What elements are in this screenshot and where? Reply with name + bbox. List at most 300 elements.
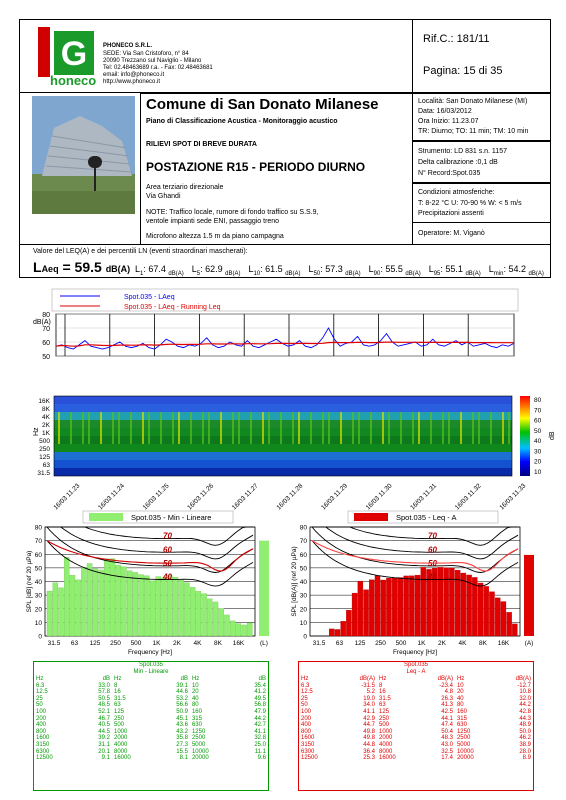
spectrum-bar — [64, 557, 69, 636]
table-red-grid — [299, 676, 533, 762]
spectrogram-streak — [412, 412, 414, 444]
table-leq-a — [298, 661, 534, 791]
table-header-cell: dB — [102, 676, 110, 682]
table-header-cell: Hz — [301, 676, 309, 682]
table-cell: 400 — [36, 722, 47, 729]
table-green-grid — [34, 676, 268, 762]
table-cell: 4000 — [113, 741, 128, 748]
table-cell: 49.5 — [254, 695, 266, 702]
time-tick-label: 16/03 11.29 — [320, 482, 349, 512]
spectrogram-streak — [382, 412, 384, 444]
spectrum-bar — [144, 576, 149, 636]
table-cell: 40 — [191, 695, 199, 702]
table-cell: 20.1 — [98, 748, 110, 755]
locality: Località: San Donato Milanese (MI) — [418, 98, 528, 105]
municipality-title: Comune di San Donato Milanese — [146, 96, 379, 113]
table-cell: 48.5 — [98, 702, 110, 709]
spectrum-bar — [507, 612, 512, 636]
percentile-50 — [308, 264, 361, 277]
table-cell: 6300 — [301, 748, 315, 755]
table-cell: 160 — [191, 708, 202, 715]
table-cell: 50.4 — [441, 728, 453, 735]
table-cell: 50.5 — [98, 695, 110, 702]
spectrogram-streak — [160, 412, 162, 444]
table-cell: 9.6 — [257, 755, 266, 762]
weather-values: T: 8-22 °C U: 70-90 % W: < 5 m/s — [418, 200, 522, 207]
spectrum-bar — [133, 572, 138, 636]
spectrum-x-tick: 8K — [479, 640, 487, 647]
spectrogram-streak — [58, 412, 60, 444]
ref-box — [412, 19, 551, 93]
time-tick-label: 16/03 11.27 — [230, 482, 260, 512]
table-cell: 56.6 — [176, 702, 188, 709]
spectrum-bar — [224, 615, 229, 636]
table-cell: 1250 — [191, 728, 206, 735]
table-row — [34, 683, 268, 690]
spectrogram-chart — [0, 392, 566, 514]
table-cell: 63 — [378, 702, 386, 709]
y-tick-label: 60 — [42, 340, 50, 347]
spectrum-bar — [167, 575, 172, 636]
spectrum-bar — [219, 609, 224, 636]
spectrogram-streak — [262, 412, 264, 444]
percentile-value: : 54.2 — [503, 264, 529, 274]
percentile-label: L — [135, 264, 141, 274]
spectrum-x-tick: 16K — [232, 640, 245, 647]
curve-label: 70 — [163, 531, 172, 541]
table-cell: 40.5 — [98, 722, 110, 729]
spectrum-x-tick: 31.5 — [47, 640, 61, 647]
spectrum-bar — [202, 594, 207, 636]
spectrum-y-tick: 30 — [299, 592, 307, 600]
spectrum-bar — [449, 568, 454, 636]
time-tick-label: 16/03 11.31 — [409, 482, 439, 512]
percentile-sub: 95 — [433, 270, 441, 277]
table-cell: 25 — [36, 695, 43, 702]
table-row — [34, 755, 268, 762]
table-row — [299, 722, 533, 729]
table-header-cell: dB(A) — [437, 676, 453, 682]
time-tick-label: 16/03 11.23 — [52, 482, 82, 512]
spectrum-bar — [335, 629, 340, 636]
spectrum-y-tick: 60 — [299, 551, 307, 559]
laeq-sub: Aeq — [41, 264, 59, 274]
table-row — [34, 709, 268, 716]
spectrum-bar — [179, 580, 184, 636]
spectrogram-freq-label: 2K — [42, 422, 50, 429]
table-cell: 630 — [191, 722, 202, 729]
table-cell: 39.2 — [98, 735, 110, 742]
company-address-1: SEDE: Via San Cristoforo, n° 84 — [103, 51, 189, 57]
spectrum-x-tick: 1K — [417, 640, 426, 647]
spectrogram-streak — [388, 412, 390, 444]
laeq-number: = 59.5 — [62, 259, 102, 275]
table-cell: 49.8 — [363, 728, 375, 735]
y-axis-label: dB(A) — [33, 319, 51, 326]
time-history-chart — [0, 286, 566, 392]
table-cell: 45.1 — [176, 715, 188, 722]
table-cell: 160 — [456, 708, 467, 715]
page-number: Pagina: 15 di 35 — [423, 65, 503, 77]
table-cell: 17.4 — [441, 755, 453, 762]
company-phone: Tel: 02.48463689 r.a. - Fax: 02.48463681 — [103, 65, 213, 71]
spectrum-bar — [398, 578, 403, 636]
spectrogram-streak — [178, 412, 180, 444]
y-tick-label: 50 — [42, 354, 50, 361]
spectrum-bar — [409, 576, 414, 636]
spectrum-x-label: Frequency [Hz] — [392, 649, 438, 656]
table-cell: 27.3 — [176, 741, 188, 748]
colorbar-label: 40 — [534, 438, 542, 446]
colorbar-label: 70 — [534, 407, 542, 415]
spectrum-bar — [213, 602, 218, 636]
spectrum-bar — [190, 587, 195, 636]
spectrogram-streak — [508, 412, 510, 444]
table-cell: 1600 — [301, 735, 315, 742]
table-cell: 125 — [378, 708, 389, 715]
table-cell: 400 — [301, 722, 312, 729]
table-cell: 25.3 — [363, 755, 375, 762]
table-cell: 32.5 — [441, 748, 453, 755]
spectrum-bar — [358, 581, 363, 636]
table-cell: 42.7 — [254, 722, 266, 729]
spectrum-bar — [236, 624, 241, 636]
table-cell: 63 — [113, 702, 121, 709]
spectrum-bar — [369, 580, 374, 636]
spectrum-bar — [352, 593, 357, 636]
spectrogram-streak — [118, 412, 120, 444]
table-cell: 31.5 — [378, 695, 391, 702]
spectrum-bar — [495, 598, 500, 636]
spectrogram-streak — [370, 412, 372, 444]
company-email: email: info@phoneco.it — [103, 72, 165, 78]
table-cell: 2000 — [113, 735, 128, 742]
table-cell: 44.2 — [519, 702, 531, 709]
spectrum-bar — [53, 583, 58, 636]
time-tick-label: 16/03 11.32 — [453, 482, 483, 512]
table-cell: 28.0 — [519, 748, 531, 755]
company-address-2: 20090 Trezzano sul Naviglio - Milano — [103, 58, 202, 64]
percentile-value: : 55.5 — [380, 264, 406, 274]
table-cell: 47.4 — [441, 722, 453, 729]
percentile-1 — [135, 264, 184, 277]
table-cell: 5000 — [456, 741, 471, 748]
time-tick-label: 16/03 11.26 — [186, 482, 216, 512]
spectrum-legend-swatch — [89, 513, 123, 521]
spectrum-bar — [110, 559, 115, 636]
table-row — [299, 729, 533, 736]
table-cell: 2500 — [456, 735, 471, 742]
spectrum-bar — [70, 575, 75, 636]
table-row — [34, 749, 268, 756]
table-header-cell: Hz — [191, 676, 200, 682]
spectrogram-streak — [418, 412, 420, 444]
spectrogram-ylabel: Hz — [33, 427, 40, 436]
spectrum-bar — [404, 576, 409, 636]
spectrogram-streak — [112, 412, 114, 444]
table-cell: 4000 — [378, 741, 393, 748]
spectrum-bar — [247, 623, 252, 636]
spectrogram-streak — [328, 412, 330, 444]
table-cell: 44.3 — [519, 715, 531, 722]
table-cell: 5.2 — [366, 689, 375, 696]
spectrogram-streak — [100, 412, 102, 444]
table-header-cell: Hz — [113, 676, 122, 682]
table-row — [34, 716, 268, 723]
notes-line-2: ventole impianti sede ENI, passaggio treno — [146, 218, 280, 225]
spectrum-bar — [386, 578, 391, 636]
spectrum-min-linear — [25, 510, 285, 666]
percentile-sub: min — [493, 270, 504, 277]
table-cell: 25.0 — [254, 741, 266, 748]
percentile-value: : 55.1 — [440, 264, 466, 274]
spectrum-y-label: SPL [dB(A)] (ref 20 µPa) — [291, 546, 298, 617]
table-cell: 315 — [456, 715, 467, 722]
table-cell: 2000 — [378, 735, 393, 742]
area-type: Area terziario direzionale — [146, 184, 224, 191]
spectrogram-streak — [298, 412, 300, 444]
table-cell: 40 — [456, 695, 464, 702]
spectrum-y-tick: 60 — [34, 551, 42, 559]
percentile-sub: 5 — [196, 270, 201, 277]
svg-text:G: G — [60, 35, 88, 73]
table-cell: 8.1 — [179, 755, 188, 762]
table-row — [34, 689, 268, 696]
table-cell: 56.8 — [254, 702, 266, 709]
table-cell: 36.4 — [363, 748, 375, 755]
table-cell: 50 — [36, 702, 43, 709]
spectrum-x-label: Frequency [Hz] — [127, 649, 173, 656]
table-row — [299, 735, 533, 742]
logo-text: honeco — [50, 73, 97, 88]
table-header-cell: Hz — [36, 676, 44, 682]
table-cell: 44.8 — [363, 741, 375, 748]
operator: Operatore: M. Viganò — [418, 230, 485, 237]
table-cell: 6300 — [36, 748, 50, 755]
spectrogram-band — [54, 444, 512, 452]
spectrum-x-tick: (L) — [260, 640, 268, 647]
table-header-cell: dB — [180, 676, 188, 682]
table-cell: 42.8 — [519, 708, 531, 715]
spectrum-bar — [207, 599, 212, 636]
percentile-10 — [248, 264, 301, 277]
legend-box — [52, 289, 518, 311]
spectrum-y-label: SPL [dB] (ref 20 µPa) — [26, 550, 33, 613]
spectrum-bar — [161, 578, 166, 636]
spectrogram-freq-label: 63 — [42, 462, 50, 469]
percentile-label: L — [191, 264, 197, 274]
spectrogram-streak — [268, 412, 270, 444]
spectrum-bar — [484, 586, 489, 636]
spectrum-x-tick: (A) — [524, 640, 534, 647]
spectrum-y-tick: 30 — [34, 592, 42, 600]
spectrum-x-tick: 500 — [395, 640, 407, 647]
table-cell: 44.6 — [176, 689, 188, 696]
table-cell: 48.9 — [519, 722, 531, 729]
table-cell: 12500 — [36, 755, 53, 762]
table-cell: 1000 — [378, 728, 393, 735]
table-cell: 4.8 — [444, 689, 453, 696]
table-cell: 8 — [113, 682, 118, 689]
table-cell: 33.0 — [98, 682, 110, 689]
spectrum-bar — [501, 602, 506, 636]
colorbar-label: 30 — [534, 448, 542, 456]
spectrogram-streak — [130, 412, 132, 444]
station-title: POSTAZIONE R15 - PERIODO DIURNO — [146, 160, 366, 174]
spectrogram-streak — [190, 412, 192, 444]
percentile-sub: 50 — [313, 270, 321, 277]
spectrum-bar — [58, 588, 63, 636]
table-cell: 50.0 — [519, 728, 531, 735]
spectrum-bar — [99, 570, 104, 636]
start-time: Ora Inizio: 11.23.07 — [418, 118, 479, 125]
spectrum-bar — [467, 575, 472, 636]
report-subtitle: Piano di Classificazione Acustica - Monitoraggio acustico — [146, 118, 338, 125]
table-cell: 1250 — [456, 728, 471, 735]
table-cell: -12.7 — [517, 682, 531, 689]
spectrogram-freq-label: 125 — [39, 454, 50, 461]
spectrogram-streak — [88, 412, 90, 444]
table-header-cell: Hz — [456, 676, 465, 682]
spectrum-bar — [346, 610, 351, 636]
table-cell: 41.1 — [363, 708, 375, 715]
percentile-label: L — [248, 264, 254, 274]
curve-label: 70 — [428, 531, 437, 541]
percentile-value: : 61.5 — [260, 264, 286, 274]
record-id: N° Record:Spot.035 — [418, 170, 481, 177]
spectrogram-streak — [238, 412, 240, 444]
spectrum-bar — [196, 591, 201, 636]
percentile-label: L — [368, 264, 374, 274]
table-cell: 100 — [36, 708, 47, 715]
table-cell: 43.0 — [441, 741, 453, 748]
spectrum-y-tick: 70 — [34, 538, 42, 546]
colorbar-label: 50 — [534, 427, 542, 435]
table-row — [299, 709, 533, 716]
colorbar-label: 60 — [534, 417, 542, 425]
laeq-unit: dB(A) — [105, 264, 131, 274]
time-tick-label: 16/03 11.33 — [498, 482, 528, 512]
spectrogram-streak — [478, 412, 480, 444]
table-cell: 43.2 — [176, 728, 188, 735]
spectrogram-streak — [322, 412, 324, 444]
spectrum-y-tick: 20 — [34, 606, 42, 614]
notes-line-1: NOTE: Traffico locale, rumore di fondo traffico su S.S.9, — [146, 209, 319, 216]
percentile-sub: 90 — [373, 270, 381, 277]
spectrogram-streak — [490, 412, 492, 444]
spectrum-y-tick: 80 — [299, 524, 307, 532]
spectrogram-freq-label: 16K — [38, 398, 50, 405]
company-name: PHONECO S.R.L. — [103, 43, 153, 49]
table-cell: 200 — [301, 715, 312, 722]
spectrum-bar — [184, 583, 189, 636]
table-cell: 44.2 — [254, 715, 266, 722]
spectrogram-streak — [250, 412, 252, 444]
table-row — [34, 702, 268, 709]
table-cell: 200 — [36, 715, 47, 722]
spectrum-bar — [173, 577, 178, 636]
spectrogram-streak — [208, 412, 210, 444]
table-cell: 20 — [456, 689, 464, 696]
spectrogram-streak — [442, 412, 444, 444]
spectrum-bar — [489, 592, 494, 636]
table-cell: 32.8 — [254, 735, 266, 742]
table-row — [299, 702, 533, 709]
percentile-value: : 62.9 — [200, 264, 226, 274]
percentile-unit: dB(A) — [168, 270, 184, 277]
table-cell: 16000 — [113, 755, 131, 762]
table-cell: 630 — [456, 722, 467, 729]
table-cell: 20000 — [191, 755, 209, 762]
curve-label: 50 — [163, 558, 172, 568]
spectrogram-freq-label: 4K — [42, 414, 50, 421]
table-cell: 16 — [113, 689, 121, 696]
percentile-unit: dB(A) — [528, 270, 544, 277]
spectrum-x-tick: 16K — [497, 640, 510, 647]
table-cell: 80 — [456, 702, 464, 709]
spectrogram-freq-label: 1K — [42, 430, 50, 437]
spectrum-bar — [242, 625, 247, 636]
table-header-row — [299, 676, 533, 683]
table-green-title-1: Spot.035 — [138, 662, 164, 668]
spectrum-y-tick: 10 — [299, 619, 307, 627]
spectrogram-streak — [430, 412, 432, 444]
table-cell: 8000 — [378, 748, 393, 755]
table-cell: 48.3 — [441, 735, 453, 742]
spectrum-bar — [93, 569, 98, 636]
table-cell: 1600 — [36, 735, 50, 742]
spectrum-legend-label: Spot.035 - Leq - A — [396, 513, 457, 522]
table-row — [299, 696, 533, 703]
survey-type: RILIEVI SPOT DI BREVE DURATA — [146, 141, 257, 148]
spectrum-x-tick: 31.5 — [312, 640, 326, 647]
table-cell: 15.5 — [176, 748, 188, 755]
laeq-label: L — [33, 259, 42, 275]
spectrum-x-tick: 2K — [173, 640, 181, 647]
table-cell: 42.9 — [363, 715, 375, 722]
spectrum-y-tick: 80 — [34, 524, 42, 532]
table-min-linear — [33, 661, 269, 791]
colorbar-label: 20 — [534, 458, 542, 466]
spectrogram-freq-label: 250 — [39, 446, 50, 453]
spectrum-bar — [139, 575, 144, 636]
spectrum-bar — [421, 567, 426, 636]
percentile-label: L — [308, 264, 314, 274]
table-cell: 16 — [378, 689, 386, 696]
table-row — [34, 742, 268, 749]
table-cell: 9.1 — [101, 755, 110, 762]
table-row — [299, 716, 533, 723]
spectrum-bar — [512, 624, 517, 636]
curve-label: 60 — [163, 545, 172, 555]
table-cell: 250 — [378, 715, 389, 722]
table-row — [299, 749, 533, 756]
spectrogram-streak — [142, 412, 144, 444]
table-cell: 800 — [301, 728, 312, 735]
spectrum-bar — [341, 621, 346, 636]
table-cell: 5000 — [191, 741, 206, 748]
table-cell: 41.1 — [254, 728, 266, 735]
table-red-title-1: Spot.035 — [403, 662, 429, 668]
spectrum-legend-swatch — [354, 513, 388, 521]
table-cell: 19.0 — [363, 695, 375, 702]
y-tick-label: 70 — [42, 326, 50, 333]
spectrum-bar — [230, 621, 235, 636]
table-cell: 44.5 — [98, 728, 110, 735]
table-cell: 10000 — [456, 748, 474, 755]
table-cell: 1000 — [113, 728, 128, 735]
spectrum-y-tick: 40 — [34, 579, 42, 586]
